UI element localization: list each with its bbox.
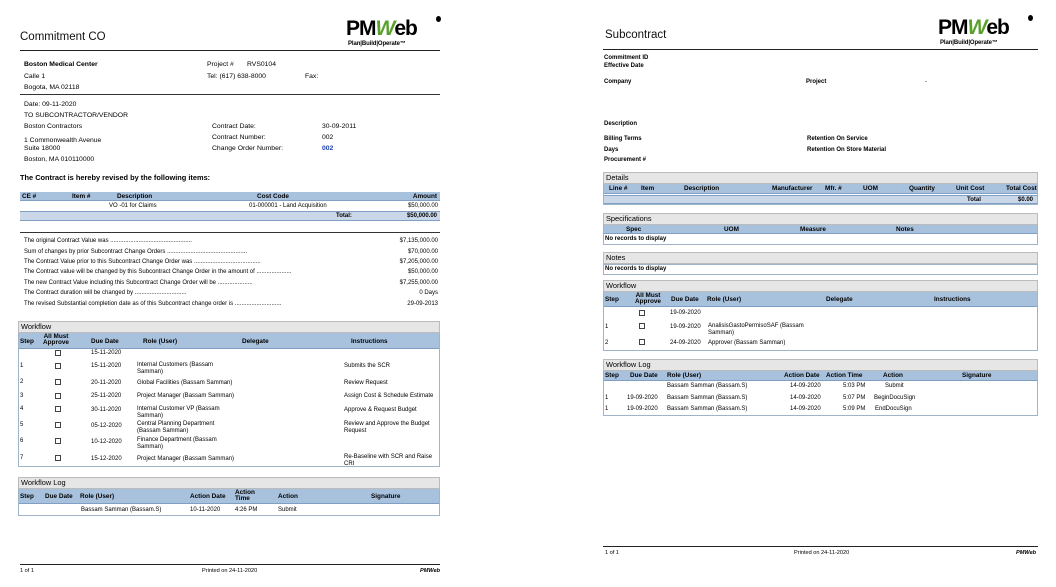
owner-address-1: Calle 1 xyxy=(24,73,46,80)
wf-role: Project Manager (Bassam Samman) xyxy=(137,456,235,462)
days-label: Days xyxy=(604,147,619,153)
notes-table xyxy=(603,264,1038,275)
log-action-date: 10-11-2020 xyxy=(190,507,221,513)
wf-step: 1 xyxy=(605,324,609,330)
wf-role: Internal Customer VP (Bassam Samman) xyxy=(137,406,220,419)
wf-step: 6 xyxy=(20,438,24,444)
contract-date-label: Contract Date: xyxy=(212,123,256,130)
wf-due-date: 20-11-2020 xyxy=(91,380,122,386)
workflow-log-header: Step Due Date Role (User) Action Date Action Time Action Signature xyxy=(604,371,1037,381)
change-order-number-label: Change Order Number: xyxy=(212,145,284,152)
all-must-approve-checkbox[interactable] xyxy=(55,363,61,369)
wf-step: 2 xyxy=(20,379,24,385)
all-must-approve-checkbox[interactable] xyxy=(55,393,61,399)
wf-due-date: 15-12-2020 xyxy=(91,456,122,462)
details-total-row: Total $0.00 xyxy=(604,195,1037,204)
workflow-table-header: Step All Must Approve Due Date Role (User) Delegate Instructions xyxy=(19,333,439,349)
workflow-table xyxy=(18,333,440,467)
owner-address-2: Bogota, MA 02118 xyxy=(24,84,80,91)
footer-printed-date: Printed on 24-11-2020 xyxy=(794,550,850,556)
item-description: VO -01 for Claims xyxy=(109,203,157,209)
log-action-date: 14-09-2020 xyxy=(790,395,821,401)
log-due-date: 19-09-2020 xyxy=(627,395,658,401)
pmweb-logo: PMWeb Plan|Build|Operate™ xyxy=(346,18,442,58)
item-amount: $50,000.00 xyxy=(407,203,438,209)
wf-step: 3 xyxy=(20,393,24,399)
page-title: Subcontract xyxy=(605,29,667,41)
description-label: Description xyxy=(604,121,638,127)
all-must-approve-checkbox[interactable] xyxy=(55,406,61,412)
wf-instructions: Re-Baseline with SCR and Raise CRI xyxy=(344,454,433,467)
details-section-title: Details xyxy=(603,172,1038,184)
wf-due-date: 19-09-2020 xyxy=(670,324,701,330)
company-label: Company xyxy=(604,79,632,85)
all-must-approve-checkbox[interactable] xyxy=(55,422,61,428)
fax-label: Fax: xyxy=(305,73,319,80)
wf-instructions: Review and Approve the Budget Request xyxy=(344,421,430,434)
billing-terms-label: Billing Terms xyxy=(604,136,642,142)
wf-due-date: 15-11-2020 xyxy=(91,363,122,369)
notes-empty: No records to display xyxy=(605,266,667,272)
wf-step: 1 xyxy=(20,363,24,369)
workflow-log-header: Step Due Date Role (User) Action Date Action Time Action Signature xyxy=(19,489,439,504)
wf-role: AnalisisGastoPermisoSAF (Bassam Samman) xyxy=(708,323,804,336)
footer-brand: PMWeb xyxy=(1016,550,1037,556)
all-must-approve-checkbox[interactable] xyxy=(639,310,645,316)
retention-service-label: Retention On Service xyxy=(807,136,868,142)
wf-role: Approver (Bassam Samman) xyxy=(708,340,786,346)
retention-store-label: Retention On Store Material xyxy=(807,147,887,153)
all-must-approve-checkbox[interactable] xyxy=(55,379,61,385)
wf-instructions: Review Request xyxy=(344,380,388,386)
log-step: 1 xyxy=(605,406,609,412)
telephone: Tel: (617) 638-8000 xyxy=(207,73,266,80)
wf-due-date: 24-09-2020 xyxy=(670,340,701,346)
items-total-row: Total: $50,000.00 xyxy=(20,211,440,221)
specifications-table-header: Spec UOM Measure Notes xyxy=(604,225,1037,234)
specifications-empty: No records to display xyxy=(605,236,667,242)
log-due-date: 19-09-2020 xyxy=(627,406,658,412)
log-action: Submit xyxy=(278,507,297,513)
workflow-table-header: Step All Must Approve Due Date Role (User) Delegate Instructions xyxy=(604,292,1037,307)
log-role: Bassam Samman (Bassam.S) xyxy=(81,507,162,513)
wf-role: Internal Customers (Bassam Samman) xyxy=(137,362,214,375)
revised-statement: The Contract is hereby revised by the following items: xyxy=(20,173,211,182)
procurement-label: Procurement # xyxy=(604,157,647,163)
subcontract-page xyxy=(598,0,1041,587)
all-must-approve-checkbox[interactable] xyxy=(55,438,61,444)
log-role: Bassam Samman (Bassam.S) xyxy=(667,395,748,401)
wf-step: 4 xyxy=(20,406,24,412)
owner-name: Boston Medical Center xyxy=(24,61,98,68)
log-action-time: 5:09 PM xyxy=(843,406,866,412)
wf-role: Finance Department (Bassam Samman) xyxy=(137,437,217,450)
wf-due-date: 25-11-2020 xyxy=(91,393,122,399)
wf-step: 2 xyxy=(605,340,609,346)
wf-step: 7 xyxy=(20,455,24,461)
project-label: Project xyxy=(806,79,827,85)
workflow-section-title: Workflow xyxy=(603,280,1038,292)
log-action: Submit xyxy=(885,383,904,389)
specifications-section-title: Specifications xyxy=(603,213,1038,225)
contract-date: 30-09-2011 xyxy=(322,123,357,130)
all-must-approve-checkbox[interactable] xyxy=(55,350,61,356)
wf-due-date: 10-12-2020 xyxy=(91,439,122,445)
wf-instructions: Submits the SCR xyxy=(344,363,391,369)
all-must-approve-checkbox[interactable] xyxy=(639,339,645,345)
details-table-header: Line # Item Description Manufacturer Mfr. # UOM Quantity Unit Cost Total Cost xyxy=(604,184,1037,194)
commitment-co-page: Commitment CO PMWeb Plan|Build|Operate™ Boston Medical Center Calle 1 Bogota, MA 02118 Project # RVS0104 Tel: (617) 638-8000 Fax: Date: 09-11-2020 TO SUBCONTRACTOR/VENDOR Boston Contractors 1 Commonwealth Avenue Suite 18000 Boston, MA 010110000 Contract Date: 30-09-2011 Contract Number: 002 Change Order Number: 002 The Contract is hereby revised by the following items: CE # Item # Description Cost Code Amount VO -01 for Claims 01-000001 - Land Acquisition $50,000.00 Total: $50,000.00 The original Contract Value was ................................................. $7,135,000.00 Sum of changes by prior Subcontract Change Orders ................................................ $70,000.00 The Contract Value prior to this Subcontract Change Order was ........................................ $7,205,000.00 The Contract value will be changed by this Subcontract Change Order in the amount of ..................... $50,000.00 The new Contract Value including this Subcontract Change Order will be ..................... $7,255,000.00 The Contract duration will be changed by ............................... 0 Days The revised Substantial completion date as of this Subcontract change order is ............................ 29-09-2013 Workflow Step All Must Approve Due Date Role (User) Delegate Instructions 15-11-2020 1 15-11-2020 Internal Customers (Bassam Samman) Submits the SCR 2 20-11-2020 Global Facilities (Bassam Samman) Review Request 3 25-11-2020 Project Manager (Bassam Samman) Assign Cost & Schedule Estimate 4 30-11-2020 Internal Customer VP (Bassam Samman) Approve & Request Budget 5 05-12-2020 Central Planning Department (Bassam Samman) Review and Approve the Budget Request 6 10-12-2020 Finance Department (Bassam Samman) 7 15-12-2020 Project Manager (Bassam Samman) Re-Baseline with SCR and Raise CRI Workflow Log Step Due Date Role (User) Action Date Action Time Action Signature Bassam Samman (Bassam.S) 10-11-2020 4:26 PM Submit 1 of 1 Printed on 24-11-2020 PMWeb xyxy=(12,0,446,587)
item-cost-code: 01-000001 - Land Acquisition xyxy=(249,203,327,209)
footer-page-count: 1 of 1 xyxy=(605,550,619,556)
wf-role: Central Planning Department (Bassam Samman) xyxy=(137,421,215,434)
footer-printed-date: Printed on 24-11-2020 xyxy=(202,568,258,574)
commitment-id-label: Commitment ID xyxy=(604,55,649,61)
workflow-section-title: Workflow xyxy=(18,321,440,333)
project-value: - xyxy=(925,79,927,85)
all-must-approve-checkbox[interactable] xyxy=(55,455,61,461)
effective-date-label: Effective Date xyxy=(604,63,644,69)
project-number-label: Project # xyxy=(207,61,234,68)
vendor-name: Boston Contractors xyxy=(24,123,83,130)
vendor-address-2: Suite 18000 xyxy=(24,145,61,152)
log-role: Bassam Samman (Bassam.S) xyxy=(667,383,748,389)
log-action-date: 14-09-2020 xyxy=(790,406,821,412)
log-action: EndDocuSign xyxy=(875,406,912,412)
co-date: Date: 09-11-2020 xyxy=(24,101,77,108)
project-number: RVS0104 xyxy=(247,61,276,68)
wf-due-date: 15-11-2020 xyxy=(91,350,122,356)
log-step: 1 xyxy=(605,395,609,401)
log-action-date: 14-09-2020 xyxy=(790,383,821,389)
to-vendor-label: TO SUBCONTRACTOR/VENDOR xyxy=(24,112,128,119)
page-title: Commitment CO xyxy=(20,31,106,43)
wf-due-date: 30-11-2020 xyxy=(91,407,122,413)
items-table-header: CE # Item # Description Cost Code Amount xyxy=(20,192,440,201)
wf-due-date: 19-09-2020 xyxy=(670,310,701,316)
wf-due-date: 05-12-2020 xyxy=(91,423,122,429)
footer-brand: PMWeb xyxy=(420,568,441,574)
log-role: Bassam Samman (Bassam.S) xyxy=(667,406,748,412)
log-action: BeginDocuSign xyxy=(874,395,916,401)
wf-role: Global Facilities (Bassam Samman) xyxy=(137,380,233,386)
vendor-address-1: 1 Commonwealth Avenue xyxy=(24,137,102,144)
log-action-time: 4:26 PM xyxy=(235,507,258,513)
wf-instructions: Approve & Request Budget xyxy=(344,407,417,413)
workflow-log-section-title: Workflow Log xyxy=(18,477,440,489)
pmweb-logo: PMWeb Plan|Build|Operate™ xyxy=(938,17,1034,57)
vendor-address-3: Boston, MA 010110000 xyxy=(24,156,95,163)
notes-section-title: Notes xyxy=(603,252,1038,264)
workflow-log-section-title: Workflow Log xyxy=(603,359,1038,371)
change-order-number: 002 xyxy=(322,145,334,152)
wf-step: 5 xyxy=(20,422,24,428)
contract-number-label: Contract Number: xyxy=(212,134,266,141)
wf-instructions: Assign Cost & Schedule Estimate xyxy=(344,393,434,399)
log-action-time: 5:03 PM xyxy=(843,383,866,389)
wf-role: Project Manager (Bassam Samman) xyxy=(137,393,235,399)
footer-page-count: 1 of 1 xyxy=(20,568,34,574)
log-action-time: 5:07 PM xyxy=(843,395,866,401)
all-must-approve-checkbox[interactable] xyxy=(639,323,645,329)
contract-number: 002 xyxy=(322,134,334,141)
